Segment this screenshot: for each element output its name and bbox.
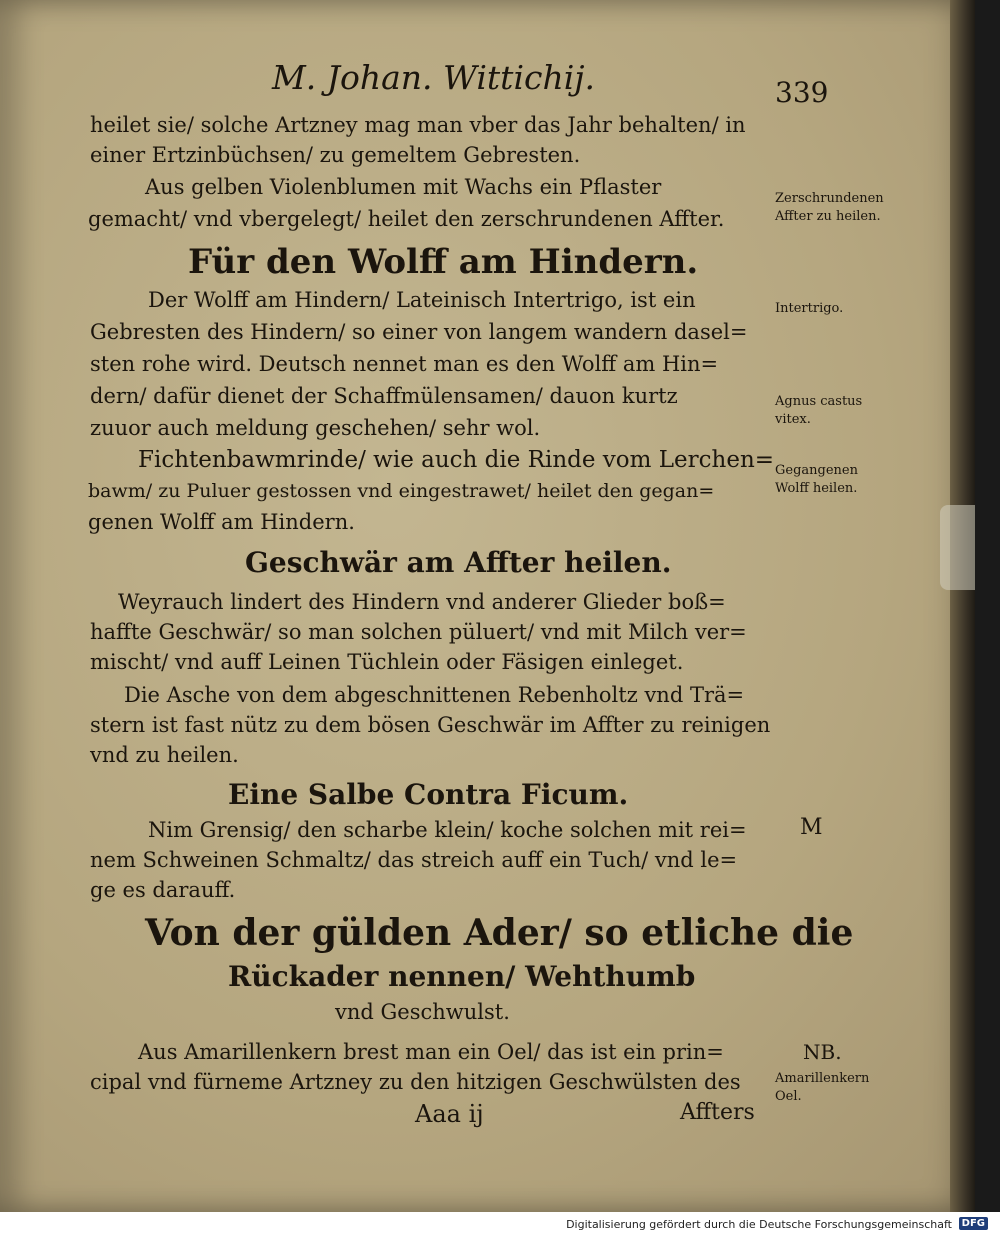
body-line: Gebresten des Hindern/ so einer von langem wandern dasel=	[90, 320, 748, 344]
margin-note	[775, 300, 843, 318]
margin-note	[800, 815, 823, 841]
body-line: cipal vnd fürneme Artzney zu den hitzigen Geschwülsten des	[90, 1070, 741, 1094]
body-line: bawm/ zu Puluer gestossen vnd eingestrawet/ heilet den gegan=	[88, 480, 715, 502]
body-line: ge es darauff.	[90, 878, 236, 902]
running-title: M. Johan. Wittichij.	[272, 58, 596, 97]
body-line: Die Asche von dem abgeschnittenen Rebenholtz vnd Trä=	[124, 683, 745, 707]
margin-note-line: Wolff heilen.	[775, 481, 858, 496]
page-edge	[950, 0, 975, 1212]
section-heading: Eine Salbe Contra Ficum.	[228, 778, 629, 811]
margin-note-line: Amarillenkern	[775, 1071, 870, 1086]
body-line: gemacht/ vnd vbergelegt/ heilet den zerschrundenen Affter.	[88, 207, 725, 231]
body-line: vnd zu heilen.	[90, 743, 239, 767]
body-line: mischt/ vnd auff Leinen Tüchlein oder Fäsigen einleget.	[90, 650, 684, 674]
chapter-heading: vnd Geschwulst.	[335, 1000, 510, 1024]
body-line: hafftе Geschwär/ so man solchen püluert/ vnd mit Milch ver=	[90, 620, 747, 644]
margin-note-line: M	[800, 815, 823, 840]
margin-note-line: Zerschrundenen	[775, 191, 884, 206]
footer-credit: Digitalisierung gefördert durch die Deutsche Forschungsgemeinschaft	[566, 1218, 952, 1231]
margin-note-line: NB.	[803, 1040, 842, 1064]
margin-note	[775, 393, 862, 429]
body-line: stern ist fast nütz zu dem bösen Geschwär im Affter zu reinigen	[90, 713, 771, 737]
margin-note-line: Gegangenen	[775, 463, 858, 478]
body-line: genen Wolff am Hindern.	[88, 510, 355, 534]
body-line: heilet sie/ solche Artzney mag man vber das Jahr behalten/ in	[90, 113, 746, 137]
body-line: Weyrauch lindert des Hindern vnd anderer Glieder boß=	[118, 590, 726, 614]
margin-note	[775, 190, 884, 226]
body-line: einer Ertzinbüchsen/ zu gemeltem Gebresten.	[90, 143, 581, 167]
body-line: nem Schweinen Schmaltz/ das streich auff ein Tuch/ vnd le=	[90, 848, 738, 872]
signature-mark: Aaa ij	[415, 1100, 484, 1128]
body-line: dern/ dafür dienet der Schaffmülensamen/ dauon kurtz	[90, 384, 678, 408]
dfg-logo: DFG	[959, 1217, 988, 1230]
margin-note-line: Oel.	[775, 1089, 802, 1104]
footer-bar	[0, 1212, 1000, 1238]
margin-note	[775, 1070, 869, 1106]
section-heading: Für den Wolff am Hindern.	[188, 242, 699, 282]
body-line: Aus gelben Violenblumen mit Wachs ein Pflaster	[145, 175, 662, 199]
body-line: Nim Grensig/ den scharbe klein/ koche solchen mit rei=	[148, 818, 747, 842]
margin-note-line: Agnus castus	[775, 394, 863, 409]
body-line: Fichtenbawmrinde/ wie auch die Rinde vom Lerchen=	[138, 447, 775, 473]
margin-note-line: Affter zu heilen.	[775, 209, 881, 224]
body-line: Aus Amarillenkern brest man ein Oel/ das ist ein prin=	[138, 1040, 724, 1064]
body-line: sten rohe wird. Deutsch nennet man es den Wolff am Hin=	[90, 352, 719, 376]
margin-note-line: Intertrigo.	[775, 301, 844, 316]
margin-note-line: vitex.	[775, 412, 811, 427]
chapter-heading: Rückader nennen/ Wehthumb	[228, 960, 696, 993]
page-clip	[940, 505, 975, 590]
section-heading: Geschwär am Affter heilen.	[245, 546, 672, 579]
margin-note	[775, 462, 858, 498]
chapter-heading: Von der gülden Ader/ so etliche die	[145, 912, 854, 954]
margin-note	[803, 1040, 842, 1064]
body-line: Der Wolff am Hindern/ Lateinisch Intertrigo, ist ein	[148, 288, 696, 312]
body-line: zuuor auch meldung geschehen/ sehr wol.	[90, 416, 541, 440]
catchword: Affters	[680, 1100, 755, 1125]
page-number: 339	[775, 76, 829, 109]
